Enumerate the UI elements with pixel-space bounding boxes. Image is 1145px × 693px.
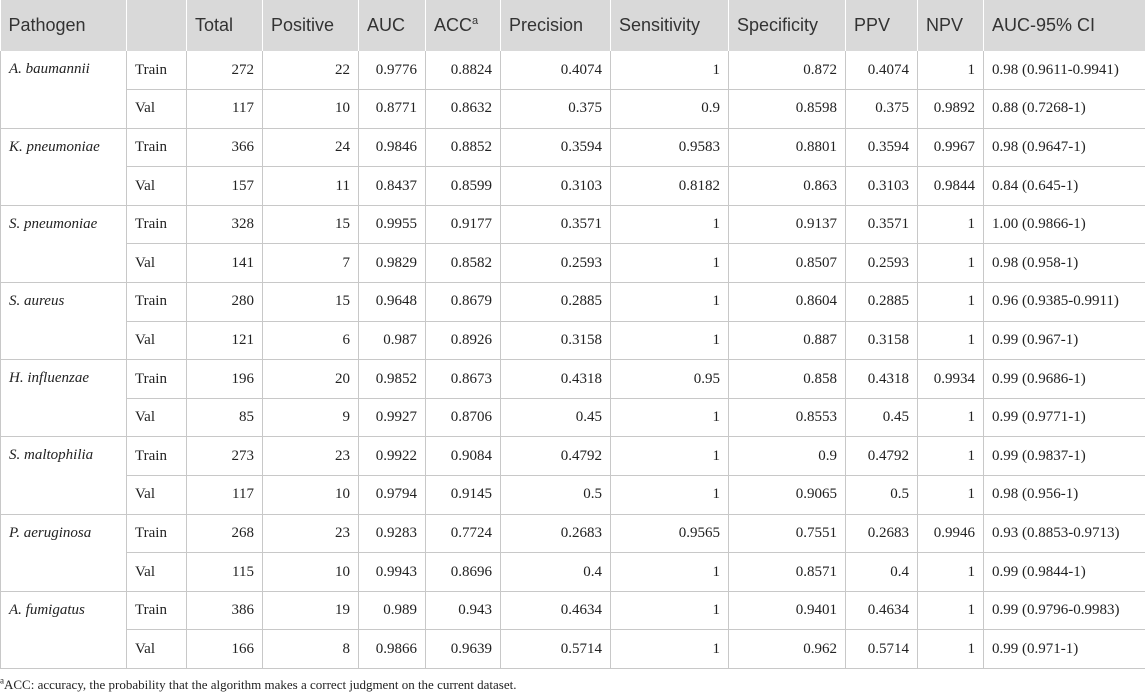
table-row bbox=[1, 51, 1145, 90]
precision-cell: 0.4634 bbox=[501, 591, 611, 630]
ppv-cell: 0.5 bbox=[846, 476, 918, 515]
sensitivity-cell: 1 bbox=[611, 553, 729, 592]
sensitivity-cell: 0.9565 bbox=[611, 514, 729, 553]
specificity-cell: 0.8801 bbox=[729, 128, 846, 167]
npv-cell: 0.9892 bbox=[918, 90, 984, 129]
sensitivity-cell: 0.9583 bbox=[611, 128, 729, 167]
ci-cell: 0.99 (0.9771-1) bbox=[984, 398, 1145, 437]
split-cell: Train bbox=[127, 437, 187, 476]
sensitivity-cell: 0.95 bbox=[611, 360, 729, 399]
ppv-cell: 0.3571 bbox=[846, 205, 918, 244]
table-footnote bbox=[0, 669, 1145, 693]
table-row bbox=[1, 205, 1145, 244]
table-row bbox=[1, 476, 1145, 515]
specificity-cell: 0.8598 bbox=[729, 90, 846, 129]
ppv-cell: 0.4 bbox=[846, 553, 918, 592]
header-precision: Precision bbox=[501, 0, 611, 51]
split-cell: Train bbox=[127, 514, 187, 553]
split-cell: Val bbox=[127, 398, 187, 437]
precision-cell: 0.5 bbox=[501, 476, 611, 515]
table-row bbox=[1, 553, 1145, 592]
header-specificity: Specificity bbox=[729, 0, 846, 51]
ppv-cell: 0.4318 bbox=[846, 360, 918, 399]
total-cell: 166 bbox=[187, 630, 263, 669]
sensitivity-cell: 1 bbox=[611, 321, 729, 360]
specificity-cell: 0.858 bbox=[729, 360, 846, 399]
total-cell: 328 bbox=[187, 205, 263, 244]
precision-cell: 0.3103 bbox=[501, 167, 611, 206]
split-cell: Val bbox=[127, 90, 187, 129]
footnote-marker: a bbox=[0, 676, 4, 686]
acc-cell: 0.8926 bbox=[426, 321, 501, 360]
pathogen-name-cell: H. influenzae bbox=[1, 360, 127, 437]
npv-cell: 1 bbox=[918, 283, 984, 322]
precision-cell: 0.5714 bbox=[501, 630, 611, 669]
sensitivity-cell: 1 bbox=[611, 398, 729, 437]
npv-cell: 1 bbox=[918, 398, 984, 437]
npv-cell: 1 bbox=[918, 591, 984, 630]
specificity-cell: 0.8604 bbox=[729, 283, 846, 322]
sensitivity-cell: 0.9 bbox=[611, 90, 729, 129]
precision-cell: 0.375 bbox=[501, 90, 611, 129]
specificity-cell: 0.962 bbox=[729, 630, 846, 669]
specificity-cell: 0.887 bbox=[729, 321, 846, 360]
ci-cell: 0.96 (0.9385-0.9911) bbox=[984, 283, 1145, 322]
split-cell: Train bbox=[127, 283, 187, 322]
pathogen-name-cell: P. aeruginosa bbox=[1, 514, 127, 591]
header-acc-footnote-marker: a bbox=[472, 15, 478, 27]
positive-cell: 7 bbox=[263, 244, 359, 283]
sensitivity-cell: 1 bbox=[611, 591, 729, 630]
ppv-cell: 0.4634 bbox=[846, 591, 918, 630]
total-cell: 117 bbox=[187, 90, 263, 129]
header-acc bbox=[426, 0, 501, 51]
acc-cell: 0.9084 bbox=[426, 437, 501, 476]
ci-cell: 0.93 (0.8853-0.9713) bbox=[984, 514, 1145, 553]
ci-cell: 0.98 (0.958-1) bbox=[984, 244, 1145, 283]
precision-cell: 0.3594 bbox=[501, 128, 611, 167]
precision-cell: 0.45 bbox=[501, 398, 611, 437]
positive-cell: 11 bbox=[263, 167, 359, 206]
npv-cell: 1 bbox=[918, 553, 984, 592]
npv-cell: 0.9946 bbox=[918, 514, 984, 553]
precision-cell: 0.2683 bbox=[501, 514, 611, 553]
pathogen-name-cell: A. fumigatus bbox=[1, 591, 127, 668]
ci-cell: 0.99 (0.9844-1) bbox=[984, 553, 1145, 592]
total-cell: 273 bbox=[187, 437, 263, 476]
table-row bbox=[1, 630, 1145, 669]
table-row bbox=[1, 244, 1145, 283]
auc-cell: 0.9852 bbox=[359, 360, 426, 399]
total-cell: 272 bbox=[187, 51, 263, 90]
ppv-cell: 0.3594 bbox=[846, 128, 918, 167]
table-row bbox=[1, 514, 1145, 553]
ppv-cell: 0.4074 bbox=[846, 51, 918, 90]
npv-cell: 1 bbox=[918, 321, 984, 360]
npv-cell: 0.9967 bbox=[918, 128, 984, 167]
table-row bbox=[1, 283, 1145, 322]
ci-cell: 0.98 (0.9611-0.9941) bbox=[984, 51, 1145, 90]
table-row bbox=[1, 591, 1145, 630]
ppv-cell: 0.3103 bbox=[846, 167, 918, 206]
split-cell: Val bbox=[127, 476, 187, 515]
table-row bbox=[1, 90, 1145, 129]
sensitivity-cell: 0.8182 bbox=[611, 167, 729, 206]
positive-cell: 10 bbox=[263, 90, 359, 129]
acc-cell: 0.943 bbox=[426, 591, 501, 630]
header-total: Total bbox=[187, 0, 263, 51]
total-cell: 141 bbox=[187, 244, 263, 283]
acc-cell: 0.8599 bbox=[426, 167, 501, 206]
header-split bbox=[127, 0, 187, 51]
total-cell: 85 bbox=[187, 398, 263, 437]
table-row bbox=[1, 128, 1145, 167]
acc-cell: 0.8824 bbox=[426, 51, 501, 90]
precision-cell: 0.4074 bbox=[501, 51, 611, 90]
positive-cell: 24 bbox=[263, 128, 359, 167]
specificity-cell: 0.863 bbox=[729, 167, 846, 206]
positive-cell: 9 bbox=[263, 398, 359, 437]
total-cell: 115 bbox=[187, 553, 263, 592]
header-acc-label: ACC bbox=[434, 15, 472, 35]
npv-cell: 1 bbox=[918, 437, 984, 476]
positive-cell: 20 bbox=[263, 360, 359, 399]
auc-cell: 0.9648 bbox=[359, 283, 426, 322]
acc-cell: 0.9639 bbox=[426, 630, 501, 669]
positive-cell: 10 bbox=[263, 476, 359, 515]
npv-cell: 0.9844 bbox=[918, 167, 984, 206]
auc-cell: 0.9922 bbox=[359, 437, 426, 476]
pathogen-name-cell: S. maltophilia bbox=[1, 437, 127, 514]
precision-cell: 0.2885 bbox=[501, 283, 611, 322]
positive-cell: 8 bbox=[263, 630, 359, 669]
ppv-cell: 0.2683 bbox=[846, 514, 918, 553]
npv-cell: 1 bbox=[918, 244, 984, 283]
sensitivity-cell: 1 bbox=[611, 630, 729, 669]
total-cell: 366 bbox=[187, 128, 263, 167]
specificity-cell: 0.8571 bbox=[729, 553, 846, 592]
split-cell: Val bbox=[127, 553, 187, 592]
sensitivity-cell: 1 bbox=[611, 437, 729, 476]
ppv-cell: 0.2885 bbox=[846, 283, 918, 322]
precision-cell: 0.4 bbox=[501, 553, 611, 592]
header-positive: Positive bbox=[263, 0, 359, 51]
total-cell: 157 bbox=[187, 167, 263, 206]
split-cell: Val bbox=[127, 630, 187, 669]
header-sensitivity: Sensitivity bbox=[611, 0, 729, 51]
ppv-cell: 0.3158 bbox=[846, 321, 918, 360]
auc-cell: 0.989 bbox=[359, 591, 426, 630]
auc-cell: 0.8771 bbox=[359, 90, 426, 129]
pathogen-name-cell: K. pneumoniae bbox=[1, 128, 127, 205]
auc-cell: 0.9866 bbox=[359, 630, 426, 669]
auc-cell: 0.9829 bbox=[359, 244, 426, 283]
split-cell: Val bbox=[127, 167, 187, 206]
split-cell: Val bbox=[127, 321, 187, 360]
auc-cell: 0.8437 bbox=[359, 167, 426, 206]
split-cell: Train bbox=[127, 128, 187, 167]
positive-cell: 23 bbox=[263, 514, 359, 553]
split-cell: Train bbox=[127, 360, 187, 399]
ppv-cell: 0.375 bbox=[846, 90, 918, 129]
table-row bbox=[1, 167, 1145, 206]
header-row bbox=[1, 0, 1145, 51]
precision-cell: 0.4318 bbox=[501, 360, 611, 399]
ci-cell: 0.99 (0.9686-1) bbox=[984, 360, 1145, 399]
positive-cell: 23 bbox=[263, 437, 359, 476]
npv-cell: 1 bbox=[918, 205, 984, 244]
ppv-cell: 0.45 bbox=[846, 398, 918, 437]
acc-cell: 0.8673 bbox=[426, 360, 501, 399]
header-ci: AUC-95% CI bbox=[984, 0, 1145, 51]
ci-cell: 0.99 (0.9837-1) bbox=[984, 437, 1145, 476]
ci-cell: 0.84 (0.645-1) bbox=[984, 167, 1145, 206]
header-ppv: PPV bbox=[846, 0, 918, 51]
footnote-text: ACC: accuracy, the probability that the algorithm makes a correct judgment on the current dataset. bbox=[4, 677, 516, 692]
precision-cell: 0.4792 bbox=[501, 437, 611, 476]
precision-cell: 0.3571 bbox=[501, 205, 611, 244]
total-cell: 121 bbox=[187, 321, 263, 360]
specificity-cell: 0.9137 bbox=[729, 205, 846, 244]
header-npv: NPV bbox=[918, 0, 984, 51]
sensitivity-cell: 1 bbox=[611, 51, 729, 90]
positive-cell: 22 bbox=[263, 51, 359, 90]
auc-cell: 0.9943 bbox=[359, 553, 426, 592]
sensitivity-cell: 1 bbox=[611, 283, 729, 322]
split-cell: Val bbox=[127, 244, 187, 283]
acc-cell: 0.8852 bbox=[426, 128, 501, 167]
total-cell: 386 bbox=[187, 591, 263, 630]
specificity-cell: 0.872 bbox=[729, 51, 846, 90]
split-cell: Train bbox=[127, 205, 187, 244]
table-row bbox=[1, 437, 1145, 476]
header-pathogen: Pathogen bbox=[1, 0, 127, 51]
positive-cell: 15 bbox=[263, 205, 359, 244]
npv-cell: 1 bbox=[918, 476, 984, 515]
split-cell: Train bbox=[127, 591, 187, 630]
ci-cell: 0.99 (0.967-1) bbox=[984, 321, 1145, 360]
ppv-cell: 0.5714 bbox=[846, 630, 918, 669]
header-auc: AUC bbox=[359, 0, 426, 51]
table-row bbox=[1, 360, 1145, 399]
ci-cell: 0.99 (0.9796-0.9983) bbox=[984, 591, 1145, 630]
specificity-cell: 0.8507 bbox=[729, 244, 846, 283]
precision-cell: 0.3158 bbox=[501, 321, 611, 360]
total-cell: 268 bbox=[187, 514, 263, 553]
sensitivity-cell: 1 bbox=[611, 244, 729, 283]
acc-cell: 0.8679 bbox=[426, 283, 501, 322]
positive-cell: 15 bbox=[263, 283, 359, 322]
total-cell: 280 bbox=[187, 283, 263, 322]
specificity-cell: 0.9065 bbox=[729, 476, 846, 515]
acc-cell: 0.8696 bbox=[426, 553, 501, 592]
positive-cell: 10 bbox=[263, 553, 359, 592]
specificity-cell: 0.9401 bbox=[729, 591, 846, 630]
ppv-cell: 0.4792 bbox=[846, 437, 918, 476]
acc-cell: 0.8582 bbox=[426, 244, 501, 283]
pathogen-name-cell: A. baumannii bbox=[1, 51, 127, 128]
precision-cell: 0.2593 bbox=[501, 244, 611, 283]
acc-cell: 0.7724 bbox=[426, 514, 501, 553]
ci-cell: 0.98 (0.956-1) bbox=[984, 476, 1145, 515]
pathogen-name-cell: S. aureus bbox=[1, 283, 127, 360]
auc-cell: 0.9283 bbox=[359, 514, 426, 553]
table-header bbox=[1, 0, 1145, 51]
auc-cell: 0.987 bbox=[359, 321, 426, 360]
pathogen-name-cell: S. pneumoniae bbox=[1, 205, 127, 282]
split-cell: Train bbox=[127, 51, 187, 90]
table-row bbox=[1, 398, 1145, 437]
auc-cell: 0.9776 bbox=[359, 51, 426, 90]
ci-cell: 0.88 (0.7268-1) bbox=[984, 90, 1145, 129]
ci-cell: 1.00 (0.9866-1) bbox=[984, 205, 1145, 244]
auc-cell: 0.9794 bbox=[359, 476, 426, 515]
acc-cell: 0.9145 bbox=[426, 476, 501, 515]
ci-cell: 0.99 (0.971-1) bbox=[984, 630, 1145, 669]
total-cell: 117 bbox=[187, 476, 263, 515]
acc-cell: 0.8632 bbox=[426, 90, 501, 129]
positive-cell: 6 bbox=[263, 321, 359, 360]
sensitivity-cell: 1 bbox=[611, 476, 729, 515]
total-cell: 196 bbox=[187, 360, 263, 399]
auc-cell: 0.9846 bbox=[359, 128, 426, 167]
table-body bbox=[1, 51, 1145, 669]
ci-cell: 0.98 (0.9647-1) bbox=[984, 128, 1145, 167]
specificity-cell: 0.9 bbox=[729, 437, 846, 476]
acc-cell: 0.9177 bbox=[426, 205, 501, 244]
acc-cell: 0.8706 bbox=[426, 398, 501, 437]
sensitivity-cell: 1 bbox=[611, 205, 729, 244]
npv-cell: 1 bbox=[918, 630, 984, 669]
npv-cell: 0.9934 bbox=[918, 360, 984, 399]
specificity-cell: 0.8553 bbox=[729, 398, 846, 437]
auc-cell: 0.9927 bbox=[359, 398, 426, 437]
specificity-cell: 0.7551 bbox=[729, 514, 846, 553]
table-row bbox=[1, 321, 1145, 360]
ppv-cell: 0.2593 bbox=[846, 244, 918, 283]
positive-cell: 19 bbox=[263, 591, 359, 630]
auc-cell: 0.9955 bbox=[359, 205, 426, 244]
npv-cell: 1 bbox=[918, 51, 984, 90]
